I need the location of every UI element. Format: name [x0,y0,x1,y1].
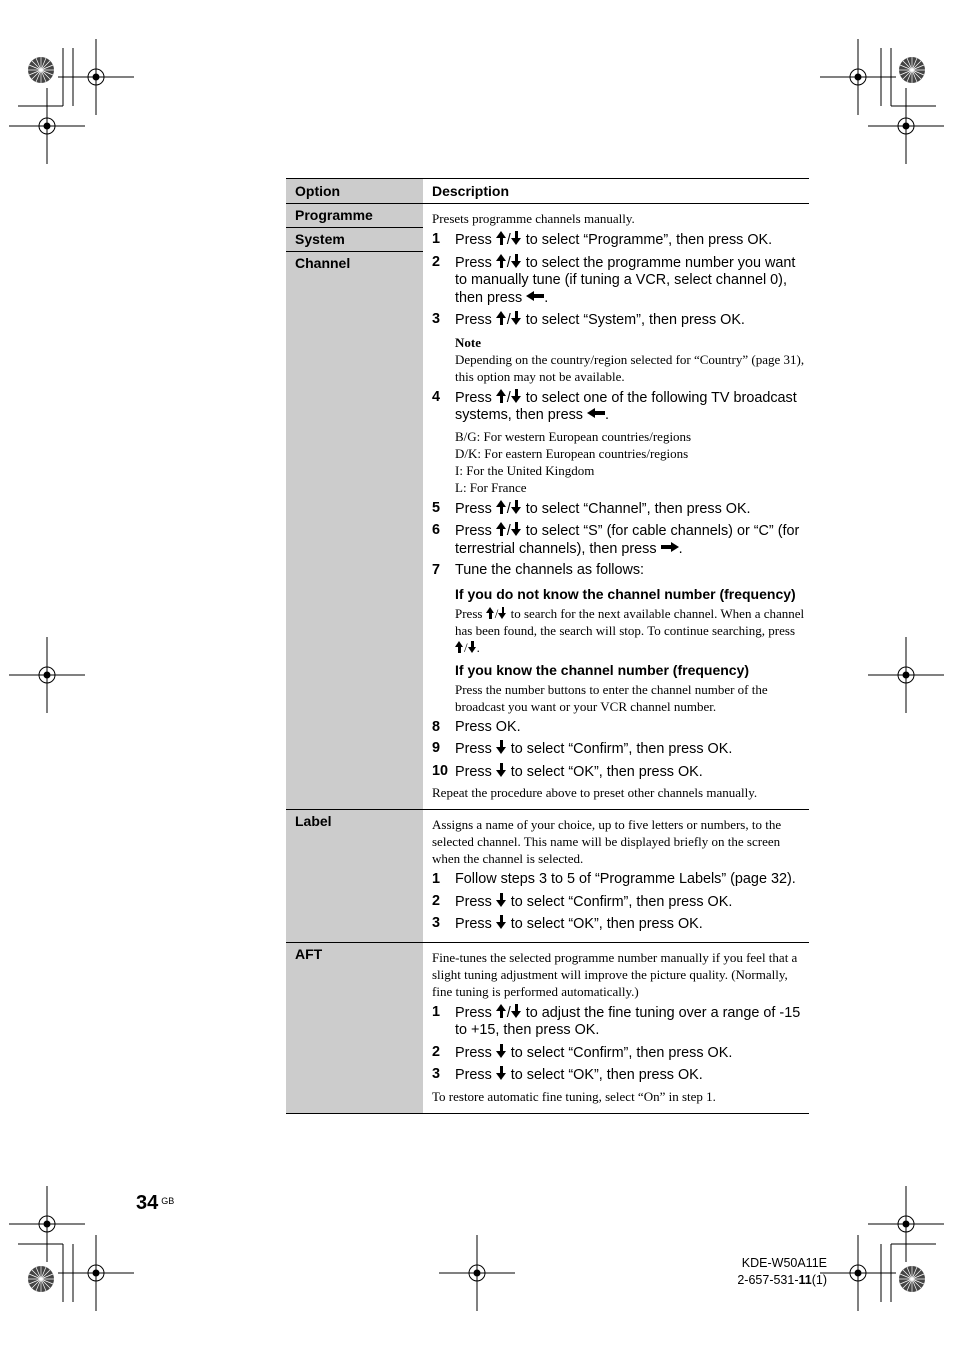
label-step-3 [432,915,805,934]
down-arrow-icon [496,740,507,754]
step-number: 1 [432,231,441,247]
model-name: KDE-W50A11E [741,1256,827,1270]
step-text: Press to select “Confirm”, then press OK. [455,741,733,757]
option-cell-aft [286,942,423,1113]
up-arrow-icon [455,641,464,653]
down-arrow-icon [496,893,507,907]
down-arrow-icon [468,641,477,653]
option-label-label: Label [295,813,332,829]
step-number: 1 [432,871,441,887]
programme-step-3 [432,311,805,330]
option-label-channel: Channel [295,255,351,271]
step-number: 4 [432,388,441,405]
note-text: Depending on the country/region selected for “Country” (page 31), this option may not be available. [455,351,805,384]
options-table [286,178,809,1114]
down-arrow-icon [511,254,522,268]
down-arrow-icon [511,1004,522,1018]
step-number: 3 [432,915,441,931]
list-item: L: For France [455,479,527,495]
step-text: Press OK. [455,718,521,735]
up-arrow-icon [496,311,507,325]
description-cell-aft [423,942,809,1113]
description-cell-label [423,810,809,943]
broadcast-systems-list [455,428,805,496]
table-row-label [286,810,809,943]
list-item: B/G: For western European countries/regions [455,428,692,444]
option-label-programme: Programme [286,204,423,228]
step-text: Press / to select “System”, then press OK. [455,312,745,328]
label-intro: Assigns a name of your choice, up to five letters or numbers, to the selected channel. This name will be displayed briefly on the screen when the channel is selected. [432,817,782,866]
down-arrow-icon [496,915,507,929]
step-number: 2 [432,892,441,909]
table-row-aft [286,942,809,1113]
programme-step-4 [432,389,805,425]
step-number: 2 [432,253,441,270]
aft-intro: Fine-tunes the selected programme number manually if you feel that a slight tuning adjustment will improve the picture quality. (Normally, fine tuning is performed automatically.) [432,949,798,999]
step-text: Press / to adjust the fine tuning over a range of -15 to +15, then press OK. [455,1004,801,1038]
up-arrow-icon [496,254,507,268]
left-arrow-icon [587,408,605,418]
note-title: Note [455,334,481,350]
known-channel-text: Press the number buttons to enter the channel number of the broadcast you want or your VCR channel number. [455,681,768,714]
step-text: Press / to select the programme number you want to manually tune (if tuning a VCR, select channel 0), then press . [455,254,796,306]
up-arrow-icon [486,607,495,619]
step-text: Press to select “OK”, then press OK. [455,916,703,932]
down-arrow-icon [511,389,522,403]
down-arrow-icon [496,1066,507,1080]
down-arrow-icon [511,500,522,514]
step-number: 9 [432,740,441,756]
down-arrow-icon [496,1044,507,1058]
step-text: Press / to select one of the following TV broadcast systems, then press . [455,389,797,423]
description-column-header: Description [423,179,809,204]
page-language-suffix: GB [161,1196,175,1206]
model-code: 2-657-531-11(1) [737,1273,827,1287]
model-info [737,1255,827,1289]
programme-step-1 [432,231,805,250]
option-column-header: Option [286,179,423,204]
down-arrow-icon [498,607,507,619]
page-number [136,1192,174,1215]
aft-footer-note: To restore automatic fine tuning, select “On” in step 1. [432,1088,716,1104]
step-number: 2 [432,1043,441,1060]
programme-step-10 [432,763,805,782]
step-text: Press to select “OK”, then press OK. [455,763,703,780]
option-label-aft: AFT [295,945,323,962]
step-number: 3 [432,1066,441,1082]
step-text: Press to select “Confirm”, then press OK. [455,1044,733,1061]
step-number: 1 [432,1003,441,1020]
programme-step-7 [432,562,805,580]
option-cell-programme [286,204,423,810]
programme-step-5 [432,500,805,519]
programme-intro: Presets programme channels manually. [432,211,635,226]
option-label-system: System [286,228,423,252]
step-number: 3 [432,311,441,327]
programme-step-9 [432,740,805,759]
table-header-row [286,179,809,204]
table-row-programme [286,204,809,810]
step-text: Press / to select “Channel”, then press OK. [455,500,751,517]
step-text: Tune the channels as follows: [455,562,645,578]
page-number-value: 34 [136,1192,159,1214]
up-arrow-icon [496,500,507,514]
aft-step-3 [432,1066,805,1085]
step-number: 5 [432,499,441,516]
known-channel-heading: If you know the channel number (frequency) [455,661,750,678]
unknown-channel-text: Press / to search for the next available channel. When a channel has been found, the search will stop. To continue searching, press / . [455,605,805,655]
programme-step-6 [432,522,805,558]
step-text: Press to select “OK”, then press OK. [455,1067,703,1083]
programme-step-2 [432,254,805,308]
programme-step-8 [432,719,805,737]
description-cell-programme [423,204,809,810]
step-number: 6 [432,522,441,538]
step-text: Follow steps 3 to 5 of “Programme Labels” (page 32). [455,871,796,887]
step-number: 7 [432,562,441,578]
step-number: 8 [432,718,441,735]
aft-step-2 [432,1044,805,1063]
down-arrow-icon [511,522,522,536]
right-arrow-icon [661,542,679,552]
label-step-2 [432,893,805,912]
step-text: Press to select “Confirm”, then press OK. [455,893,733,910]
down-arrow-icon [511,311,522,325]
list-item: D/K: For eastern European countries/regions [455,445,689,461]
up-arrow-icon [496,231,507,245]
list-item: I: For the United Kingdom [455,462,595,478]
step-text: Press / to select “S” (for cable channels) or “C” (for terrestrial channels), then press . [455,523,800,557]
programme-footer-note: Repeat the procedure above to preset other channels manually. [432,785,758,800]
label-step-1 [432,871,805,889]
down-arrow-icon [511,231,522,245]
unknown-channel-heading: If you do not know the channel number (frequency) [455,585,796,602]
step-number: 10 [432,762,449,779]
down-arrow-icon [496,763,507,777]
aft-step-1 [432,1004,805,1040]
up-arrow-icon [496,389,507,403]
left-arrow-icon [526,291,544,301]
option-cell-label [286,810,423,943]
up-arrow-icon [496,522,507,536]
step-text: Press / to select “Programme”, then press OK. [455,232,773,248]
up-arrow-icon [496,1004,507,1018]
